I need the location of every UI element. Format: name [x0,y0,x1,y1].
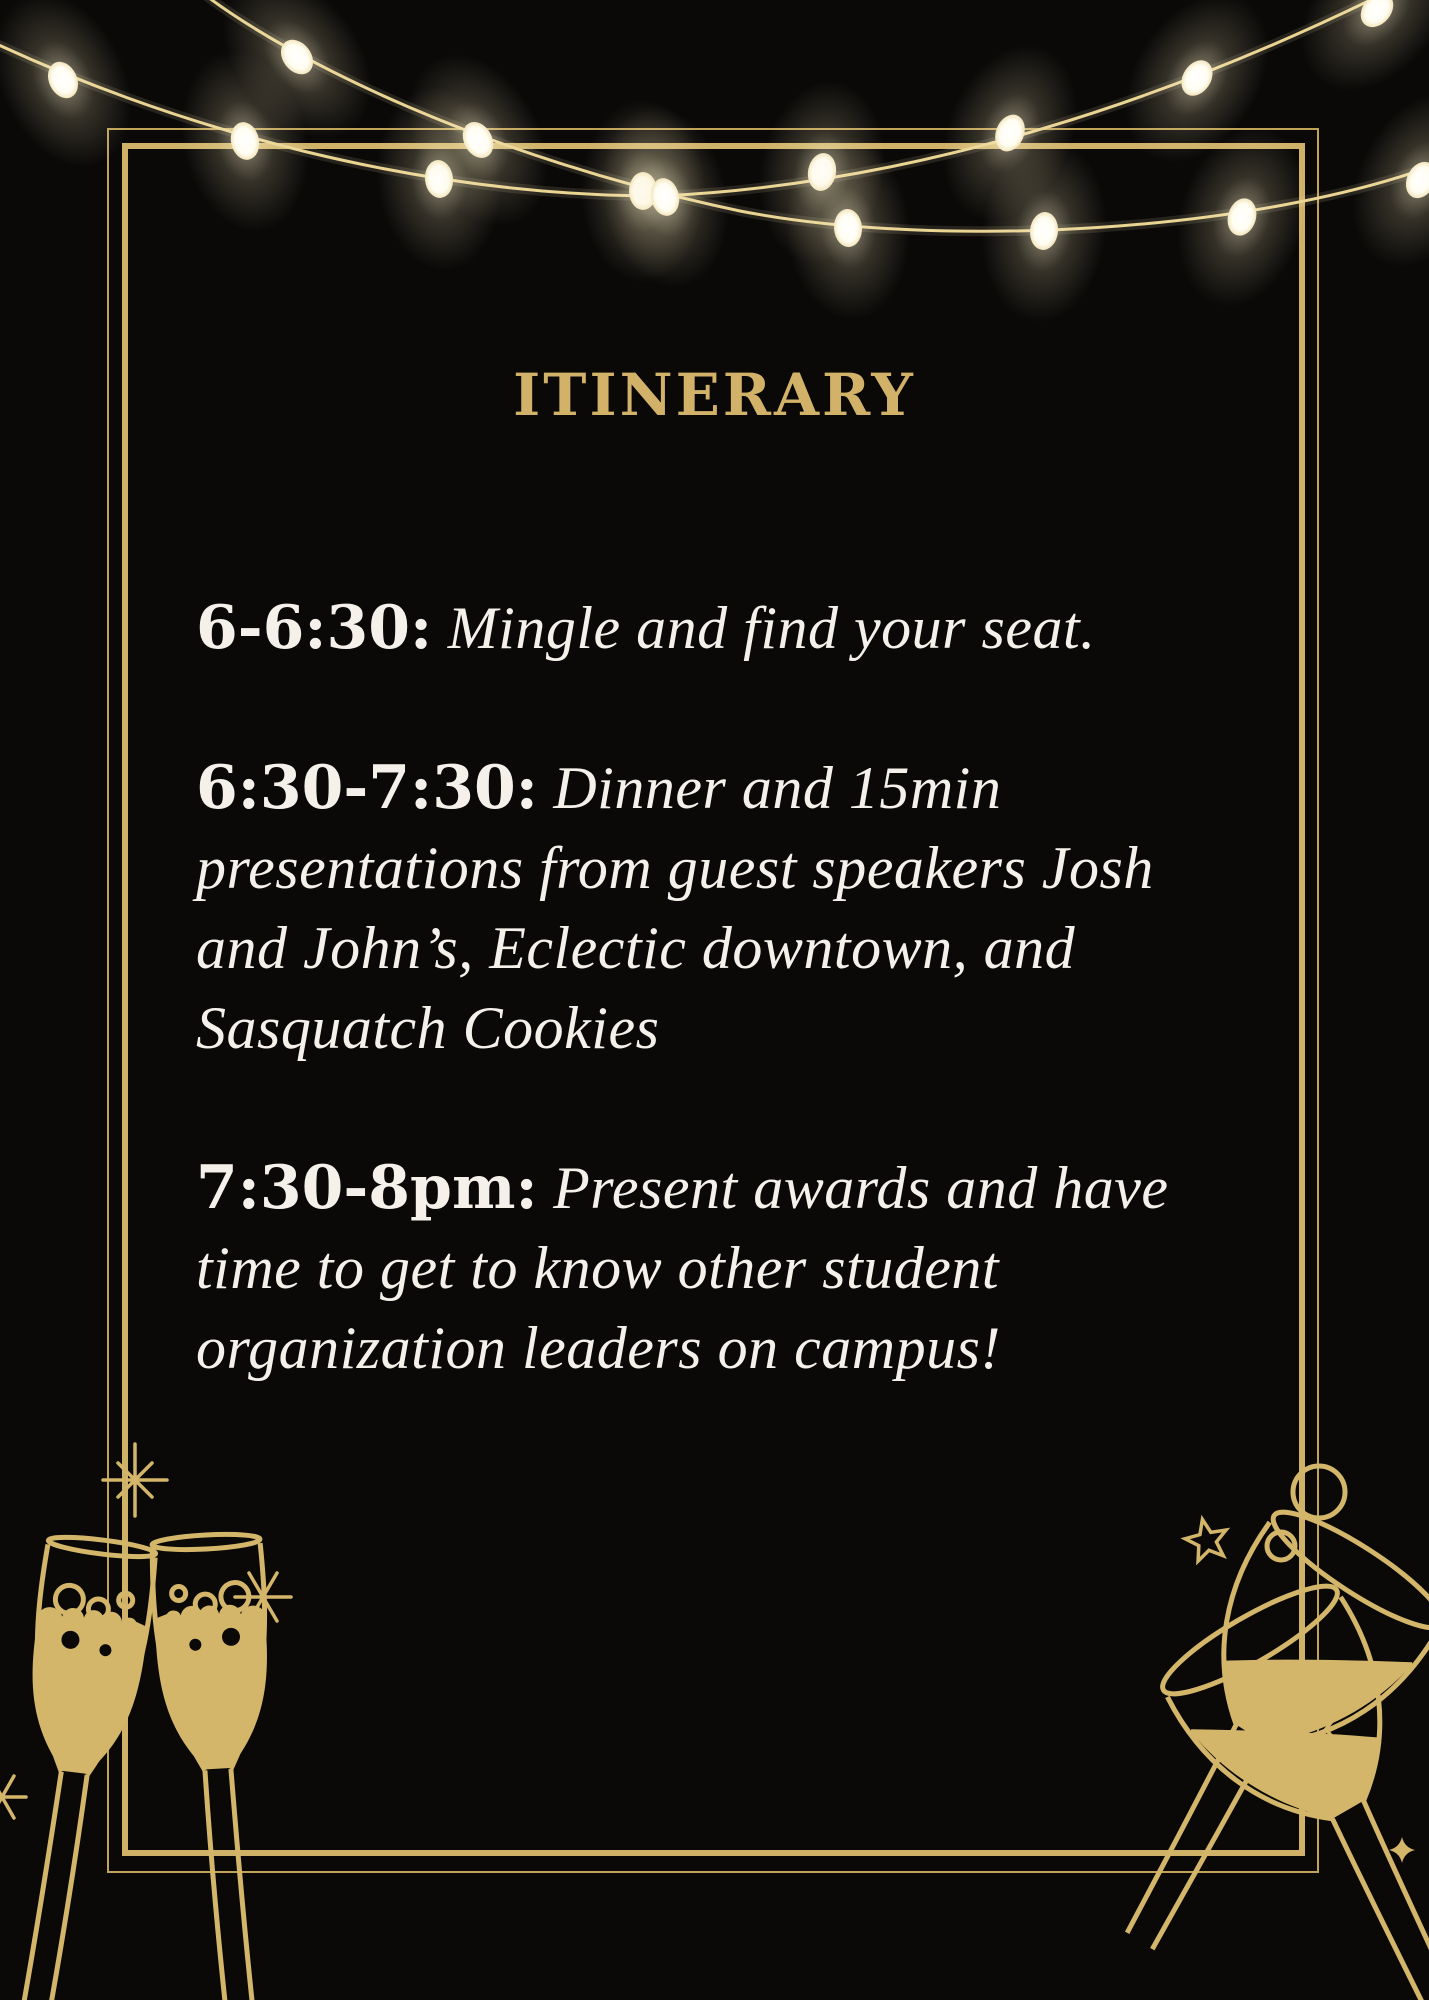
schedule-item [196,1148,1336,1388]
schedule-item [196,588,1336,668]
schedule-line: organization leaders on campus! [196,1315,1001,1381]
schedule-time: 6-6:30: [196,593,433,663]
schedule-line: Sasquatch Cookies [196,995,660,1061]
light-bulb-icon [1270,0,1429,120]
sparkle-icon [0,1776,26,1818]
schedule-line: Mingle and find your seat. [432,595,1096,661]
schedule-line: Dinner and 15min [537,755,1002,821]
schedule-line: and John’s, Eclectic downtown, and [196,915,1076,981]
sparkle-icon [1389,1837,1415,1863]
light-bulb-icon [1325,70,1429,290]
schedule-line: Present awards and have [537,1155,1169,1221]
schedule-time: 7:30-8pm: [196,1153,538,1223]
schedule-item [196,748,1336,1068]
schedule-list [196,588,1336,1468]
schedule-line: presentations from guest speakers Josh [196,835,1154,901]
schedule-line: time to get to know other student [196,1235,1000,1301]
schedule-time: 6:30-7:30: [196,753,538,823]
page-title: ITINERARY [513,361,916,429]
